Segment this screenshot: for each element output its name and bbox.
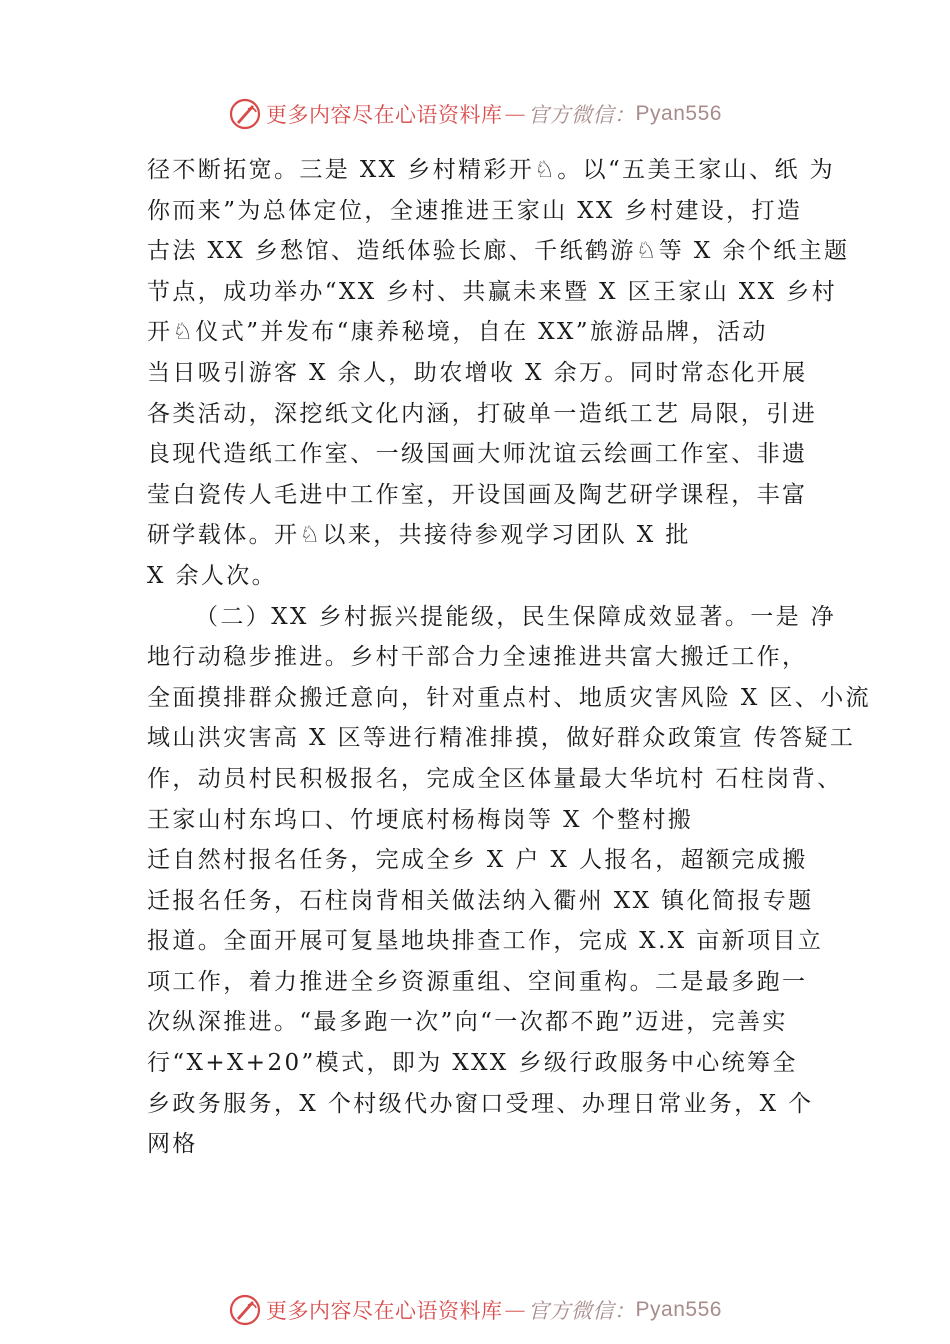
body-line: 王家山村东坞口、竹埂底村杨梅岗等 X 个整村搬	[147, 806, 694, 833]
watermark-brand: 更多内容尽在心语资料库	[266, 1299, 503, 1323]
watermark-dash: —	[504, 1298, 527, 1322]
body-line: 良现代造纸工作室、一级国画大师沈谊云绘画工作室、非遗	[147, 441, 808, 468]
watermark-wechat-id: Pyan556	[635, 1298, 722, 1321]
watermark-wechat-id: Pyan556	[635, 102, 722, 125]
body-line: 开♘仪式”并发布“康养秘境，自在 XX”旅游品牌，活动	[147, 319, 768, 346]
body-line: 全面摸排群众搬迁意向，针对重点村、地质灾害风险 X 区、小流	[147, 684, 871, 711]
watermark-brand: 更多内容尽在心语资料库	[266, 103, 503, 127]
section-heading-line: （二）XX 乡村振兴提能级，民生保障成效显著。一是 净	[195, 603, 837, 630]
body-line: 作，动员村民积极报名，完成全区体量最大华坑村 石柱岗背、	[147, 765, 843, 792]
body-line: 次纵深推进。“最多跑一次”向“一次都不跑”迈进，完善实	[147, 1009, 788, 1036]
footer-watermark-banner	[0, 1290, 950, 1330]
body-line: 迁自然村报名任务，完成全乡 X 户 X 人报名，超额完成搬	[147, 847, 808, 874]
body-line: 你而来”为总体定位，全速推进王家山 XX 乡村建设，打造	[147, 197, 803, 224]
body-line: 域山洪灾害高 X 区等进行精准排摸，做好群众政策宣 传答疑工	[147, 725, 856, 752]
pen-feather-icon	[228, 97, 262, 131]
header-watermark-banner	[0, 94, 950, 134]
document-body	[147, 150, 871, 1165]
body-line: 迁报名任务，石柱岗背相关做法纳入衢州 XX 镇化简报专题	[147, 887, 814, 914]
body-line: 地行动稳步推进。乡村干部合力全速推进共富大搬迁工作，	[147, 644, 808, 671]
body-line: 研学载体。开♘以来，共接待参观学习团队 X 批	[147, 522, 691, 549]
body-line: 径不断拓宽。三是 XX 乡村精彩开♘。以“五美王家山、纸 为	[147, 157, 836, 183]
body-line: 节点，成功举办“XX 乡村、共赢未来暨 X 区王家山 XX 乡村	[147, 278, 837, 305]
pen-feather-icon	[228, 1293, 262, 1327]
body-line: 各类活动，深挖纸文化内涵，打破单一造纸工艺 局限，引进	[147, 400, 818, 427]
watermark-wechat-label: 官方微信：	[528, 103, 636, 127]
body-line: 行“X+X+20”模式，即为 XXX 乡级行政服务中心统筹全	[147, 1050, 798, 1077]
watermark-wechat-label: 官方微信：	[528, 1299, 636, 1323]
body-line: 网格	[147, 1131, 198, 1158]
watermark-dash: —	[504, 102, 527, 126]
body-line: 项工作，着力推进全乡资源重组、空间重构。二是最多跑一	[147, 968, 808, 995]
body-line: 当日吸引游客 X 余人，助农增收 X 余万。同时常态化开展	[147, 359, 808, 386]
body-line: 古法 XX 乡愁馆、造纸体验长廊、千纸鹤游♘等 X 余个纸主题	[147, 238, 850, 265]
body-line: X 余人次。	[147, 562, 278, 589]
body-line: 报道。全面开展可复垦地块排查工作，完成 X.X 亩新项目立	[147, 928, 824, 955]
body-line: 莹白瓷传人毛进中工作室，开设国画及陶艺研学课程，丰富	[147, 481, 808, 508]
body-line: 乡政务服务，X 个村级代办窗口受理、办理日常业务，X 个	[147, 1090, 814, 1117]
